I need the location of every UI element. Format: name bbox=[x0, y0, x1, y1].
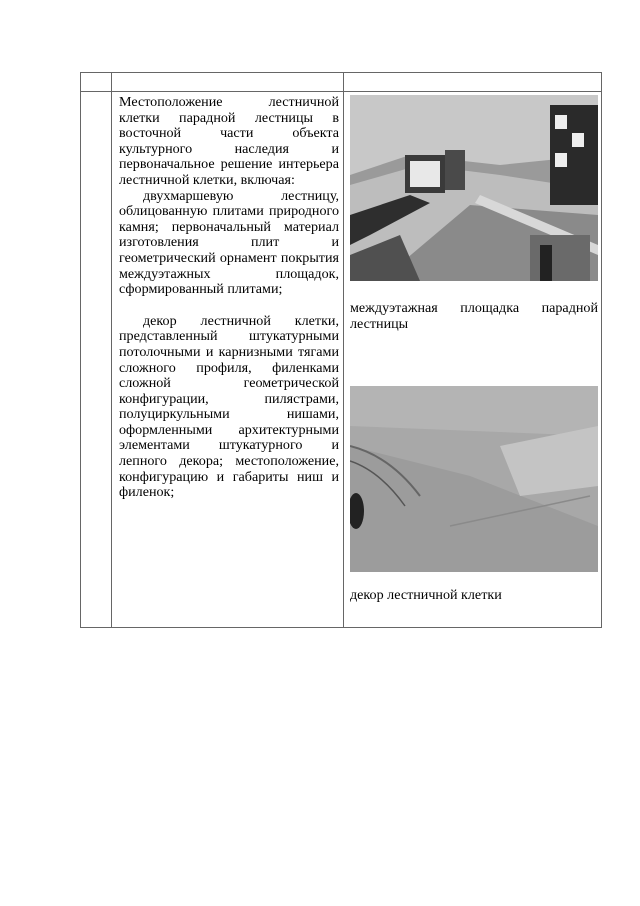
photo-decor bbox=[350, 386, 598, 572]
paragraph-spacer bbox=[119, 298, 339, 314]
description-paragraph-staircase: двухмаршевую лестницу, облицованную плитами природного камня; первоначальный материал изготовления плит и геометрический орнамент покрытия междуэтажных площадок, сформированный плитами; bbox=[119, 187, 339, 298]
photo-landing-caption: междуэтажная площадка парадной лестницы bbox=[350, 300, 598, 332]
heritage-table bbox=[80, 72, 602, 628]
description-cell bbox=[119, 95, 339, 501]
table-header-row bbox=[81, 73, 601, 92]
description-paragraph-location: Местоположение лестничной клетки парадной лестницы в восточной части объекта культурного наследия и первоначальное решение интерьера лестничной клетки, включая: bbox=[119, 94, 339, 188]
photo-landing bbox=[350, 95, 598, 281]
column-divider-2 bbox=[343, 73, 344, 627]
description-paragraph-decor: декор лестничной клетки, представленный штукатурными потолочными и карнизными тягами сложного профиля, филенками сложной геометрической конфигурации, пилястрами, полуциркульными нишами, оформленными архитектурными элементами штукатурного и лепного декора; местоположение, конфигурацию и габариты ниш и филенок; bbox=[119, 312, 339, 501]
column-divider-1 bbox=[111, 73, 112, 627]
photo-decor-caption: декор лестничной клетки bbox=[350, 587, 502, 603]
